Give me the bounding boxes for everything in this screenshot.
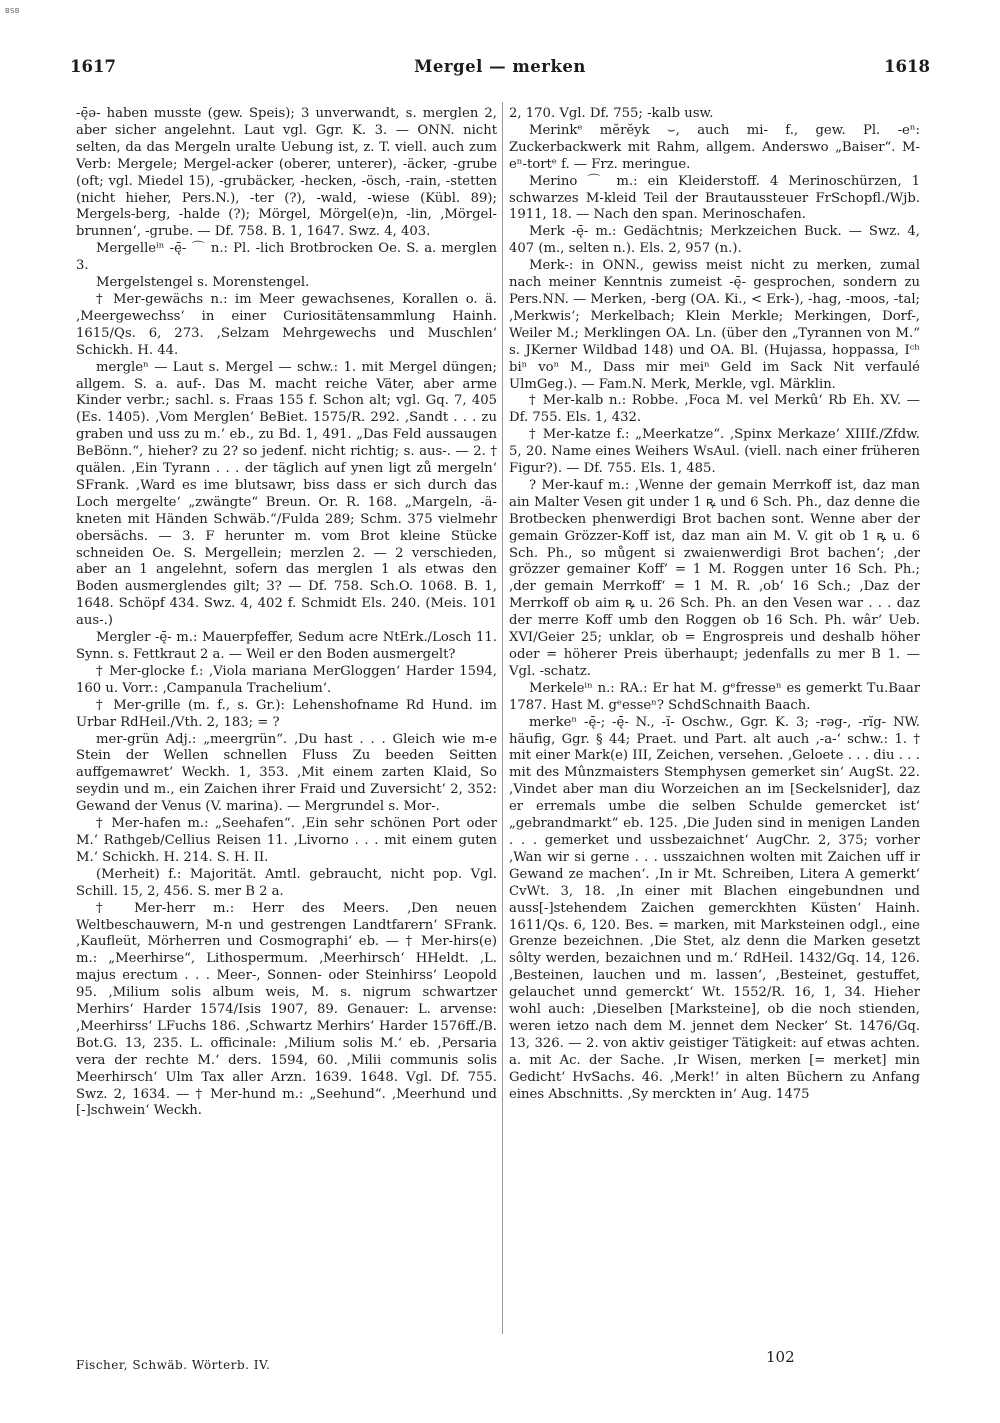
dictionary-entry: † Mer-katze f.: „Meerkatze“. ‚Spinx Merkaze‘ XIIIf./Zfdw. 5, 20. Name eines Weihers WsAul. (viell. nach einer früheren Figur?). — Df. 755. Els. 1, 485. [509,427,920,477]
dictionary-entry: † Mer-hafen m.: „Seehafen“. ‚Ein sehr schönen Port oder M.‘ Rathgeb/Cellius Reisen 11. ‚Livorno . . . mit einem guten M.‘ Schickh. H. 214. S. H. II. [76,816,497,865]
dictionary-entry: (Merheit) f.: Majorität. Amtl. gebraucht, nicht pop. Vgl. Schill. 15, 2, 456. S. mer B 2 a. [76,866,497,899]
dictionary-entry: ? Mer-kauf m.: ‚Wenne der gemain Merrkoff ist, daz man ain Malter Vesen git under 1 ꝶ und 6 Sch. Ph., daz denne die Brotbecken phenwerdigi Brot bachen sont. Wenne aber der gemain Grözzer-Koff ist, daz man ain M. V. git ob 1 ꝶ u. 6 Sch. Ph., so můgent si zwaienwerdigi Brot bachen‘; ‚der grözzer gemainer Koff‘ = 1 M. Roggen unter 16 Sch. Ph.; ‚der gemain Merrkoff‘ = 1 M. R. ‚ob‘ 16 Sch.; ‚Daz der Merrkoff ob aim ꝶ u. 26 Sch. Ph. an den Vesen war . . . daz der merre Koff umb den Roggen ob 16 Sch. Ph. wâr‘ Ueb. XVI/Geier 25; unklar, ob = Engrospreis und deshalb höher oder = höherer Preis überhaupt; jedenfalls zu mer B 1. — Vgl. -schatz. [509,477,920,679]
dictionary-entry: Mergelstengel s. Morenstengel. [96,275,310,291]
sheet-number: 102 [766,1348,795,1366]
dictionary-entry: † Mer-grille (m. f., s. Gr.): Lehenshofname Rd Hund. im Urbar RdHeil./Vth. 2, 183; = ? [76,697,497,730]
dictionary-entry: † Mer-glocke f.: ‚Viola mariana MerGloggen‘ Harder 1594, 160 u. Vorr.: ‚Campanula Trachelium‘. [76,663,497,696]
column-divider [502,102,503,1334]
dictionary-entry: Merk -ę̄- m.: Gedächtnis; Merkzeichen Buck. — Swz. 4, 407 (m., selten n.). Els. 2, 957 (n.). [509,224,920,257]
dictionary-entry: Mergler -ę̄- m.: Mauerpfeffer, Sedum acre NtErk./Losch 11. Synn. s. Fettkraut 2 a. — Weil er den Boden ausmergelt? [76,630,497,662]
dictionary-entry: Merkeleⁱⁿ n.: RA.: Er hat M. gᵉfresseⁿ es gemerkt Tu.Baar 1787. Hast M. gᵉesseⁿ? SchdSchnaith Baach. [509,680,920,713]
page-header [70,57,930,87]
dictionary-entry: † Mer-kalb n.: Robbe. ‚Foca M. vel Merkû‘ Rb Eh. XV. — Df. 755. Els. 1, 432. [509,393,920,426]
right-column [509,106,920,1103]
dictionary-entry: -ę̄ə- haben musste (gew. Speis); 3 unverwandt, s. merglen 2, aber sicher angelehnt. Laut vgl. Ggr. K. 3. — ONN. nicht selten, da das Mergeln uralte Uebung ist, z. T. viell. auch zum Verb: Mergele; Mergel-acker (oberer, unterer), -äcker, -grube (oft; vgl. Miedel 15), -grubäcker, -hecken, -ösch, -rain, -stetten (nicht hieher, Pers.N.), -ter (?), -wald, -wiese (Kübl. 89); Mergels-berg, -halde (?); Mörgel, Mörgel(e)n, -lin, ‚Mörgel-brunnen‘, -grube. — Df. 758. B. 1, 1647. Swz. 4, 403. [76,106,497,240]
dictionary-entry: mer-grün Adj.: „meergrün“. ‚Du hast . . . Gleich wie m-e Stein der Wellen schnellen Fluss Zu beeden Seitten auffgemawret‘ Weckh. 1, 353. ‚Mit einem zarten Klaid, So seydin und m., ein Zaichen ihrer Fraid und Zuversicht‘ 2, 352: Gewand der Venus (V. marina). — Mergrundel s. Mor-. [76,731,497,815]
dictionary-entry: Merk-: in ONN., gewiss meist nicht zu merken, zumal nach meiner Kenntnis zumeist -ę̄- gesprochen, sondern zu Pers.NN. — Merken, -berg (OA. Ki., < Erk-), -hag, -moos, -tal; ‚Merkwis‘; Merkelbach; Klein Merkle; Merkingen, Dorf-, Weiler M.; Merklingen OA. Ln. (über den „Tyrannen von M.“ s. JKerner Wildbad 148) und OA. Bl. (Hujassa, hoppassa, Iᶜʰ biⁿ voⁿ M., Dass mir meiⁿ Geld im Sack Nit verfaulé UlmGeg.). — Fam.N. Merk, Merkle, vgl. Märklin. [509,258,920,392]
dictionary-entry: mergleⁿ — Laut s. Mergel — schw.: 1. mit Mergel düngen; allgem. S. a. auf-. Das M. macht reiche Väter, aber arme Kinder verbr.; sachl. s. Fraas 155 f. Schon alt; vgl. Gq. 7, 405 (Es. 1405). ‚Vom Merglen‘ BeBiet. 1575/R. 292. ‚Sandt . . . zu graben und uss zu m.‘ eb., zu Bd. 1, 491. „Das Feld aussaugen BeBönn.“, hieher? zu 2? so jedenf. nicht richtig; s. aus-. — 2. † quälen. ‚Ein Tyrann . . . der täglich auf ynen ligt zů mergeln‘ SFrank. ‚Ward es ime blutsawr, biss dass er sich durch das Loch mergelte‘ „zwängte“ Breun. Or. R. 168. „Margeln, -ä- kneten mit Händen Schwäb.“/Fulda 289; Schm. 375 vielmehr obersächs. — 3. F herunter m. vom Brot kleine Stücke schneiden Oe. S. Mergellein; merzlen 2. — 2 verschieden, aber an 1 angelehnt, sofern das merglen 1 als etwas den Boden ausmerglendes gilt; 3? — Df. 758. Sch.O. 1068. B. 1, 1648. Schöpf 434. Swz. 4, 402 f. Schmidt Els. 240. (Meis. 101 aus-.) [76,359,497,629]
page-title: Mergel — merken [414,57,586,76]
publisher-footer: Fischer, Schwäb. Wörterb. IV. [76,1358,271,1372]
dictionary-entry: merkeⁿ -ę̄-; -ę̄- N., -ĭ- Oschw., Ggr. K. 3; -rəg-, -rĭg- NW. häufig, Ggr. § 44; Praet. und Part. alt auch ‚-a-‘ schw.: 1. † mit einer Mark(e) III, Zeichen, versehen. ‚Geloete . . . diu . . . mit des Mûnzmaisters Stemphysen gemerket sin‘ AugSt. 22. ‚Vindet aber man diu Worzeichen an im [Seckelsnider], daz er erremals umbe die selben Schulde gemercket ist‘ „gebrandmarkt“ eb. 125. ‚Die Juden sind in menigen Landen . . . gemerket und ussbezaichnet‘ AugChr. 2, 375; vorher ‚Wan wir si gerne . . . usszaichnen wolten mit Zaichen uff ir Gewand ze machen‘. ‚In ir Mt. Schreiben, Litera A gemerkt‘ CvWt. 3, 18. ‚In einer mit Blachen eingebundnen und auss[-]stehendem Zaichen gemerckhten Küsten‘ Hainh. 1611/Qs. 6, 120. Bes. = marken, mit Marksteinen odgl., eine Grenze bezeichnen. ‚Die Stet, alz denn die Marken gesetzt sôlty werden, bezaichnen und m.‘ RdHeil. 1432/Gq. 14, 126. ‚Besteinen, lauchen und m. lassen‘, ‚Besteinet, gestuffet, gelauchet unnd gemerckt‘ Wt. 1552/R. 16, 1, 34. Hieher wohl auch: ‚Dieselben [Marksteine], ob die noch stienden, weren ietzo nach dem M. jennet dem Necker‘ St. 1476/Gq. 13, 326. — 2. von aktiv geistiger Tätigkeit: auf etwas achten. a. mit Ac. der Sache. ‚Ir Wisen, merken [= merket] min Gedicht‘ HvSachs. 46. ‚Merk!‘ in alten Büchern zu Anfang eines Abschnitts. ‚Sy merckten in‘ Aug. 1475 [509,714,920,1102]
dictionary-entry: † Mer-herr m.: Herr des Meers. ‚Den neuen Weltbeschauwern, M-n und gestrengen Landtfarern‘ SFrank. ‚Kaufleüt, Mörherren und Cosmographi‘ eb. — † Mer-hirs(e) m.: „Meerhirse“, Lithospermum. ‚Meerhirsch‘ HHeldt. ‚L. majus erectum . . . Meer-, Sonnen- oder Steinhirss‘ Leopold 95. ‚Milium solis album weis, M. s. nigrum schwartzer Merhirs‘ Harder 1574/Isis 1907, 89. Genauer: L. arvense: ‚Meerhirss‘ LFuchs 186. ‚Schwartz Merhirs‘ Harder 1576ff./B. Bot.G. 13, 235. L. officinale: ‚Milium solis M.‘ eb. ‚Persaria vera der rechte M.‘ ders. 1594, 60. ‚Milii communis solis Meerhirsch‘ Ulm Tax aller Arzn. 1639. 1648. Vgl. Df. 755. Swz. 2, 1634. — † Mer-hund m.: „Seehund“. ‚Meerhund und [-]schwein‘ Weckh. [76,900,497,1119]
dictionary-entry: Merino ⌒ m.: ein Kleiderstoff. 4 Merinoschürzen, 1 schwarzes M-kleid Teil der Brautaussteuer FrSchopfl./Wjb. 1911, 18. — Nach den span. Merinoschafen. [509,173,920,223]
library-mark: BSB [5,7,20,15]
dictionary-entry: Mergelleⁱⁿ -ę̄- ⌒ n.: Pl. -lich Brotbrocken Oe. S. a. merglen 3. [76,241,497,274]
page-number-left: 1617 [70,57,116,76]
page-number-right: 1618 [884,57,930,76]
dictionary-entry: Merinkᵉ mĕrĕyk ⌣, auch mi- f., gew. Pl. -eⁿ: Zuckerbackwerk mit Rahm, allgem. Anderswo „Baiser“. M-eⁿ-tortᵉ f. — Frz. meringue. [509,122,920,172]
dictionary-entry: 2, 170. Vgl. Df. 755; -kalb usw. [509,106,714,121]
left-column [76,106,497,1120]
dictionary-entry: † Mer-gewächs n.: im Meer gewachsenes, Korallen o. ä. ‚Meergewechss‘ in einer Curiositätensammlung Hainh. 1615/Qs. 6, 273. ‚Selzam Mehrgewechs und Muschlen‘ Schickh. H. 44. [76,291,497,358]
